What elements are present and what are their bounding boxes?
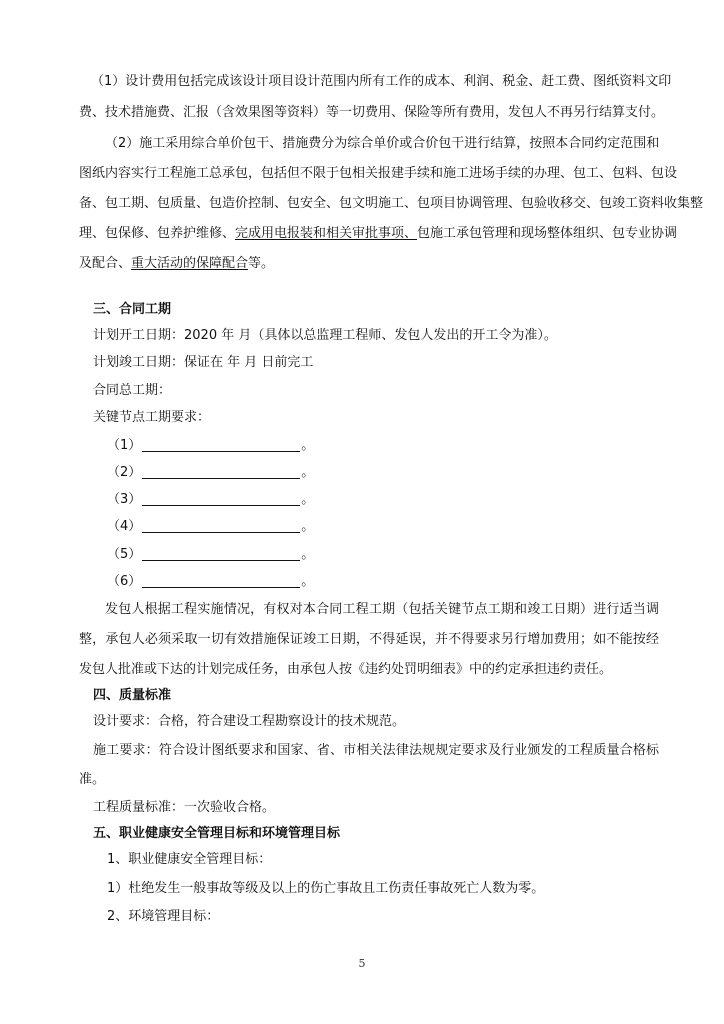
p2-underlined-support: 重大活动的保障配合 [131,256,249,271]
construction-requirement-line-1: 施工要求：符合设计图纸要求和国家、省、市相关法律法规规定要求及行业颁发的工程质量合格标 [93,743,659,758]
milestone-item-3 [107,492,687,508]
planned-finish-date: 计划竣工日期：保证在 年 月 日前完工 [93,355,314,370]
schedule-adjustment-line-1: 发包人根据工程实施情况，有权对本合同工程工期（包括关键节点工期和竣工日期）进行适当调 [105,602,659,617]
milestone-item-6 [107,574,687,590]
p1-line-1: （1）设计费用包括完成该设计项目设计范围内所有工作的成本、利润、税金、赶工费、图纸资料文印 [91,74,672,89]
milestone-item-4 [107,519,687,535]
p2-line-5 [79,256,659,272]
milestone-num: （5） [107,547,142,562]
blank-line [142,465,300,479]
milestone-num: （2） [107,465,142,480]
milestone-num: （4） [107,519,142,534]
milestone-end: 。 [301,465,315,480]
page-number: 5 [358,957,366,970]
schedule-adjustment-line-3: 发包人批准或下达的计划完成任务，由承包人按《违约处罚明细表》中的约定承担违约责任。 [79,662,613,677]
environment-target-label: 2、环境管理目标： [107,909,220,924]
milestone-requirements-label: 关键节点工期要求： [93,410,211,425]
milestone-item-1 [107,438,687,454]
ohs-target-item-1: 1）杜绝发生一般事故等级及以上的伤亡事故且工伤责任事故死亡人数为零。 [107,881,545,896]
p2-underlined-approval: 完成用电报装和相关审批事项、 [235,226,418,241]
milestone-num: （1） [107,438,142,453]
blank-line [142,574,300,588]
p2-line-5-part-c: 等。 [248,256,275,271]
blank-line [142,438,300,452]
milestone-end: 。 [301,547,315,562]
section-5-heading: 五、职业健康安全管理目标和环境管理目标 [93,826,341,841]
section-4-heading: 四、质量标准 [93,688,172,703]
p2-line-2: 图纸内容实行工程施工总承包，包括但不限于包相关报建手续和施工进场手续的办理、包工、包料、包设 [79,166,678,181]
planned-start-date: 计划开工日期：2020 年 月（具体以总监理工程师、发包人发出的开工令为准）。 [93,328,557,343]
section-3-heading: 三、合同工期 [93,302,172,317]
milestone-item-2 [107,465,687,481]
ohs-target-label: 1、职业健康安全管理目标： [107,852,272,867]
blank-line [142,492,300,506]
p2-line-5-part-a: 及配合、 [79,256,132,271]
milestone-end: 。 [301,492,315,507]
milestone-end: 。 [301,438,315,453]
total-contract-period: 合同总工期： [93,383,172,398]
milestone-num: （6） [107,574,142,589]
milestone-end: 。 [301,519,315,534]
p1-line-2: 费、技术措施费、汇报（含效果图等资料）等一切费用、保险等所有费用，发包人不再另行结算支付。 [79,105,665,120]
p2-line-4 [79,226,678,242]
p2-line-4-part-c: 包施工承包管理和现场整体组织、包专业协调 [417,226,678,241]
schedule-adjustment-line-2: 整，承包人必须采取一切有效措施保证竣工日期，不得延误，并不得要求另行增加费用；如不能按经 [79,632,659,647]
p2-line-3: 备、包工期、包质量、包造价控制、包安全、包文明施工、包项目协调管理、包验收移交、包竣工资料收集整 [79,196,704,211]
p2-line-1: （2）施工采用综合单价包干、措施费分为综合单价或合价包干进行结算，按照本合同约定范围和 [105,136,660,151]
design-requirement: 设计要求：合格，符合建设工程勘察设计的技术规范。 [93,714,406,729]
blank-line [142,547,300,561]
p2-line-4-part-a: 理、包保修、包养护维修、 [79,226,236,241]
construction-requirement-line-2: 准。 [79,772,106,787]
blank-line [142,519,300,533]
milestone-item-5 [107,547,687,563]
quality-standard: 工程质量标准：一次验收合格。 [93,800,276,815]
milestone-num: （3） [107,492,142,507]
milestone-end: 。 [301,574,315,589]
